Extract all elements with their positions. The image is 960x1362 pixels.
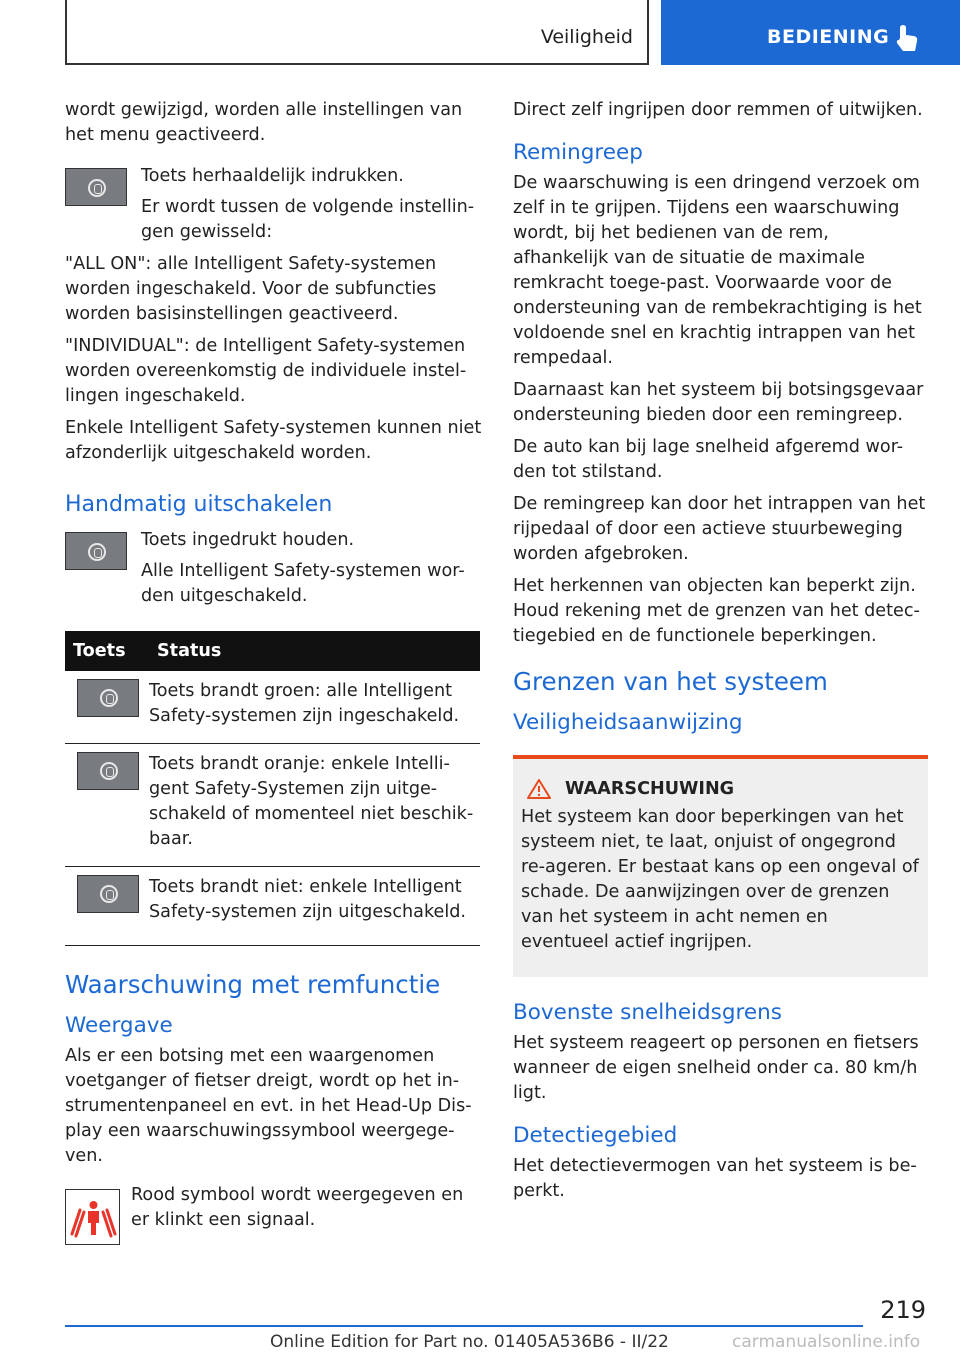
status-text: Toets brandt oranje: enkele Intelli-gent Safety-Systemen zijn uitge-schakeld of momenteel niet beschik-baar. (143, 744, 480, 867)
paragraph: Daarnaast kan het systeem bij botsingsgevaar ondersteuning bieden door een remingreep. (513, 380, 924, 425)
warning-box (513, 755, 928, 977)
hand-pointer-icon (894, 24, 920, 54)
table-row (65, 867, 480, 946)
warning-symbol-row (65, 1183, 482, 1247)
header-section-box (65, 0, 649, 65)
warning-triangle-icon (527, 779, 551, 799)
safety-button-off-icon (77, 875, 139, 913)
safety-button-icon (65, 168, 127, 206)
page-number: 219 (880, 1296, 926, 1324)
instruction-step (65, 164, 482, 245)
right-column (513, 98, 928, 1211)
paragraph: "INDIVIDUAL": de Intelligent Safety-systemen worden overeenkomstig de individuele instel-lingen ingeschakeld. (65, 336, 467, 406)
table-row (65, 744, 480, 867)
heading-detectie: Detectiegebied (513, 1123, 678, 1148)
paragraph: De remingreep kan door het intrappen van het rijpedaal of door een actieve stuurbeweging worden afgebroken. (513, 494, 926, 564)
watermark: carmanualsonline.info (732, 1332, 921, 1352)
paragraph: Het herkennen van objecten kan beperkt zijn. Houd rekening met de grenzen van het detec-tiegebied en de functionele beperkingen. (513, 576, 920, 646)
heading-veiligheid: Veiligheidsaanwijzing (513, 710, 743, 735)
paragraph: Als er een botsing met een waargenomen voetganger of fietser dreigt, wordt op het in-strumentenpaneel en evt. in het Head-Up Dis-play een waarschuwingssymbool weergege-ven. (65, 1046, 472, 1166)
status-text: Toets brandt niet: enkele Intelligent Safety-systemen zijn uitgeschakeld. (143, 867, 480, 946)
pedestrian-warning-icon (65, 1189, 120, 1245)
section-title: Veiligheid (540, 26, 633, 48)
heading-remingreep: Remingreep (513, 140, 643, 165)
paragraph: Het systeem reageert op personen en fietsers wanneer de eigen snelheid onder ca. 80 km/h ligt. (513, 1033, 919, 1103)
status-text: Toets brandt groen: alle Intelligent Safety-systemen zijn ingeschakeld. (143, 671, 480, 744)
safety-button-icon (65, 532, 127, 570)
paragraph: Rood symbool wordt weergegeven en er klinkt een signaal. (131, 1185, 464, 1230)
header-chapter-box (661, 0, 960, 65)
step-text: Alle Intelligent Safety-systemen wor-den uitgeschakeld. (141, 561, 465, 606)
paragraph: De auto kan bij lage snelheid afgeremd wor-den tot stilstand. (513, 437, 904, 482)
heading-grenzen: Grenzen van het systeem (513, 667, 828, 696)
paragraph: wordt gewijzigd, worden alle instellingen van het menu geactiveerd. (65, 100, 463, 145)
heading-handmatig: Handmatig uitschakelen (65, 492, 333, 517)
step-text: Toets ingedrukt houden. (141, 530, 355, 550)
heading-waarschuwing: Waarschuwing met remfunctie (65, 970, 441, 999)
paragraph: "ALL ON": alle Intelligent Safety-systemen worden ingeschakeld. Voor de subfuncties worden basisinstellingen geactiveerd. (65, 254, 437, 324)
table-header-status: Status (143, 631, 480, 671)
warning-title: WAARSCHUWING (521, 779, 920, 799)
heading-weergave: Weergave (65, 1013, 173, 1038)
warning-text: Het systeem kan door beperkingen van het systeem niet, te laat, onjuist of ongegrond re-ageren. Er bestaat kans op een ongeval of schade. De aanwijzingen over de grenzen van het systeem in acht nemen en eventueel actief ingrijpen. (521, 807, 919, 952)
table-row (65, 671, 480, 744)
safety-button-orange-icon (77, 752, 139, 790)
paragraph: Direct zelf ingrijpen door remmen of uitwijken. (513, 100, 923, 120)
status-table (65, 631, 480, 946)
paragraph: Enkele Intelligent Safety-systemen kunnen niet afzonderlijk uitgeschakeld worden. (65, 418, 482, 463)
heading-bovenste: Bovenste snelheidsgrens (513, 1000, 782, 1025)
chapter-title: BEDIENING (767, 26, 890, 48)
left-column (65, 98, 482, 1247)
instruction-step (65, 528, 482, 609)
safety-button-green-icon (77, 679, 139, 717)
footer-divider (65, 1325, 863, 1327)
edition-text: Online Edition for Part no. 01405A536B6 - II/22 (270, 1332, 669, 1352)
table-header-toets: Toets (65, 631, 143, 671)
paragraph: De waarschuwing is een dringend verzoek om zelf in te grijpen. Tijdens een waarschuwing wordt, bij het bedienen van de rem, afhankelijk van de situatie de maximale remkracht toege-past. Voorwaarde voor de ondersteuning van de rembekrachtiging is het voldoende snel en krachtig intrappen van het rempedaal. (513, 173, 922, 368)
paragraph: Het detectievermogen van het systeem is be-perkt. (513, 1156, 917, 1201)
step-text: Toets herhaaldelijk indrukken. (141, 166, 404, 186)
step-text: Er wordt tussen de volgende instellin-gen gewisseld: (141, 197, 475, 242)
